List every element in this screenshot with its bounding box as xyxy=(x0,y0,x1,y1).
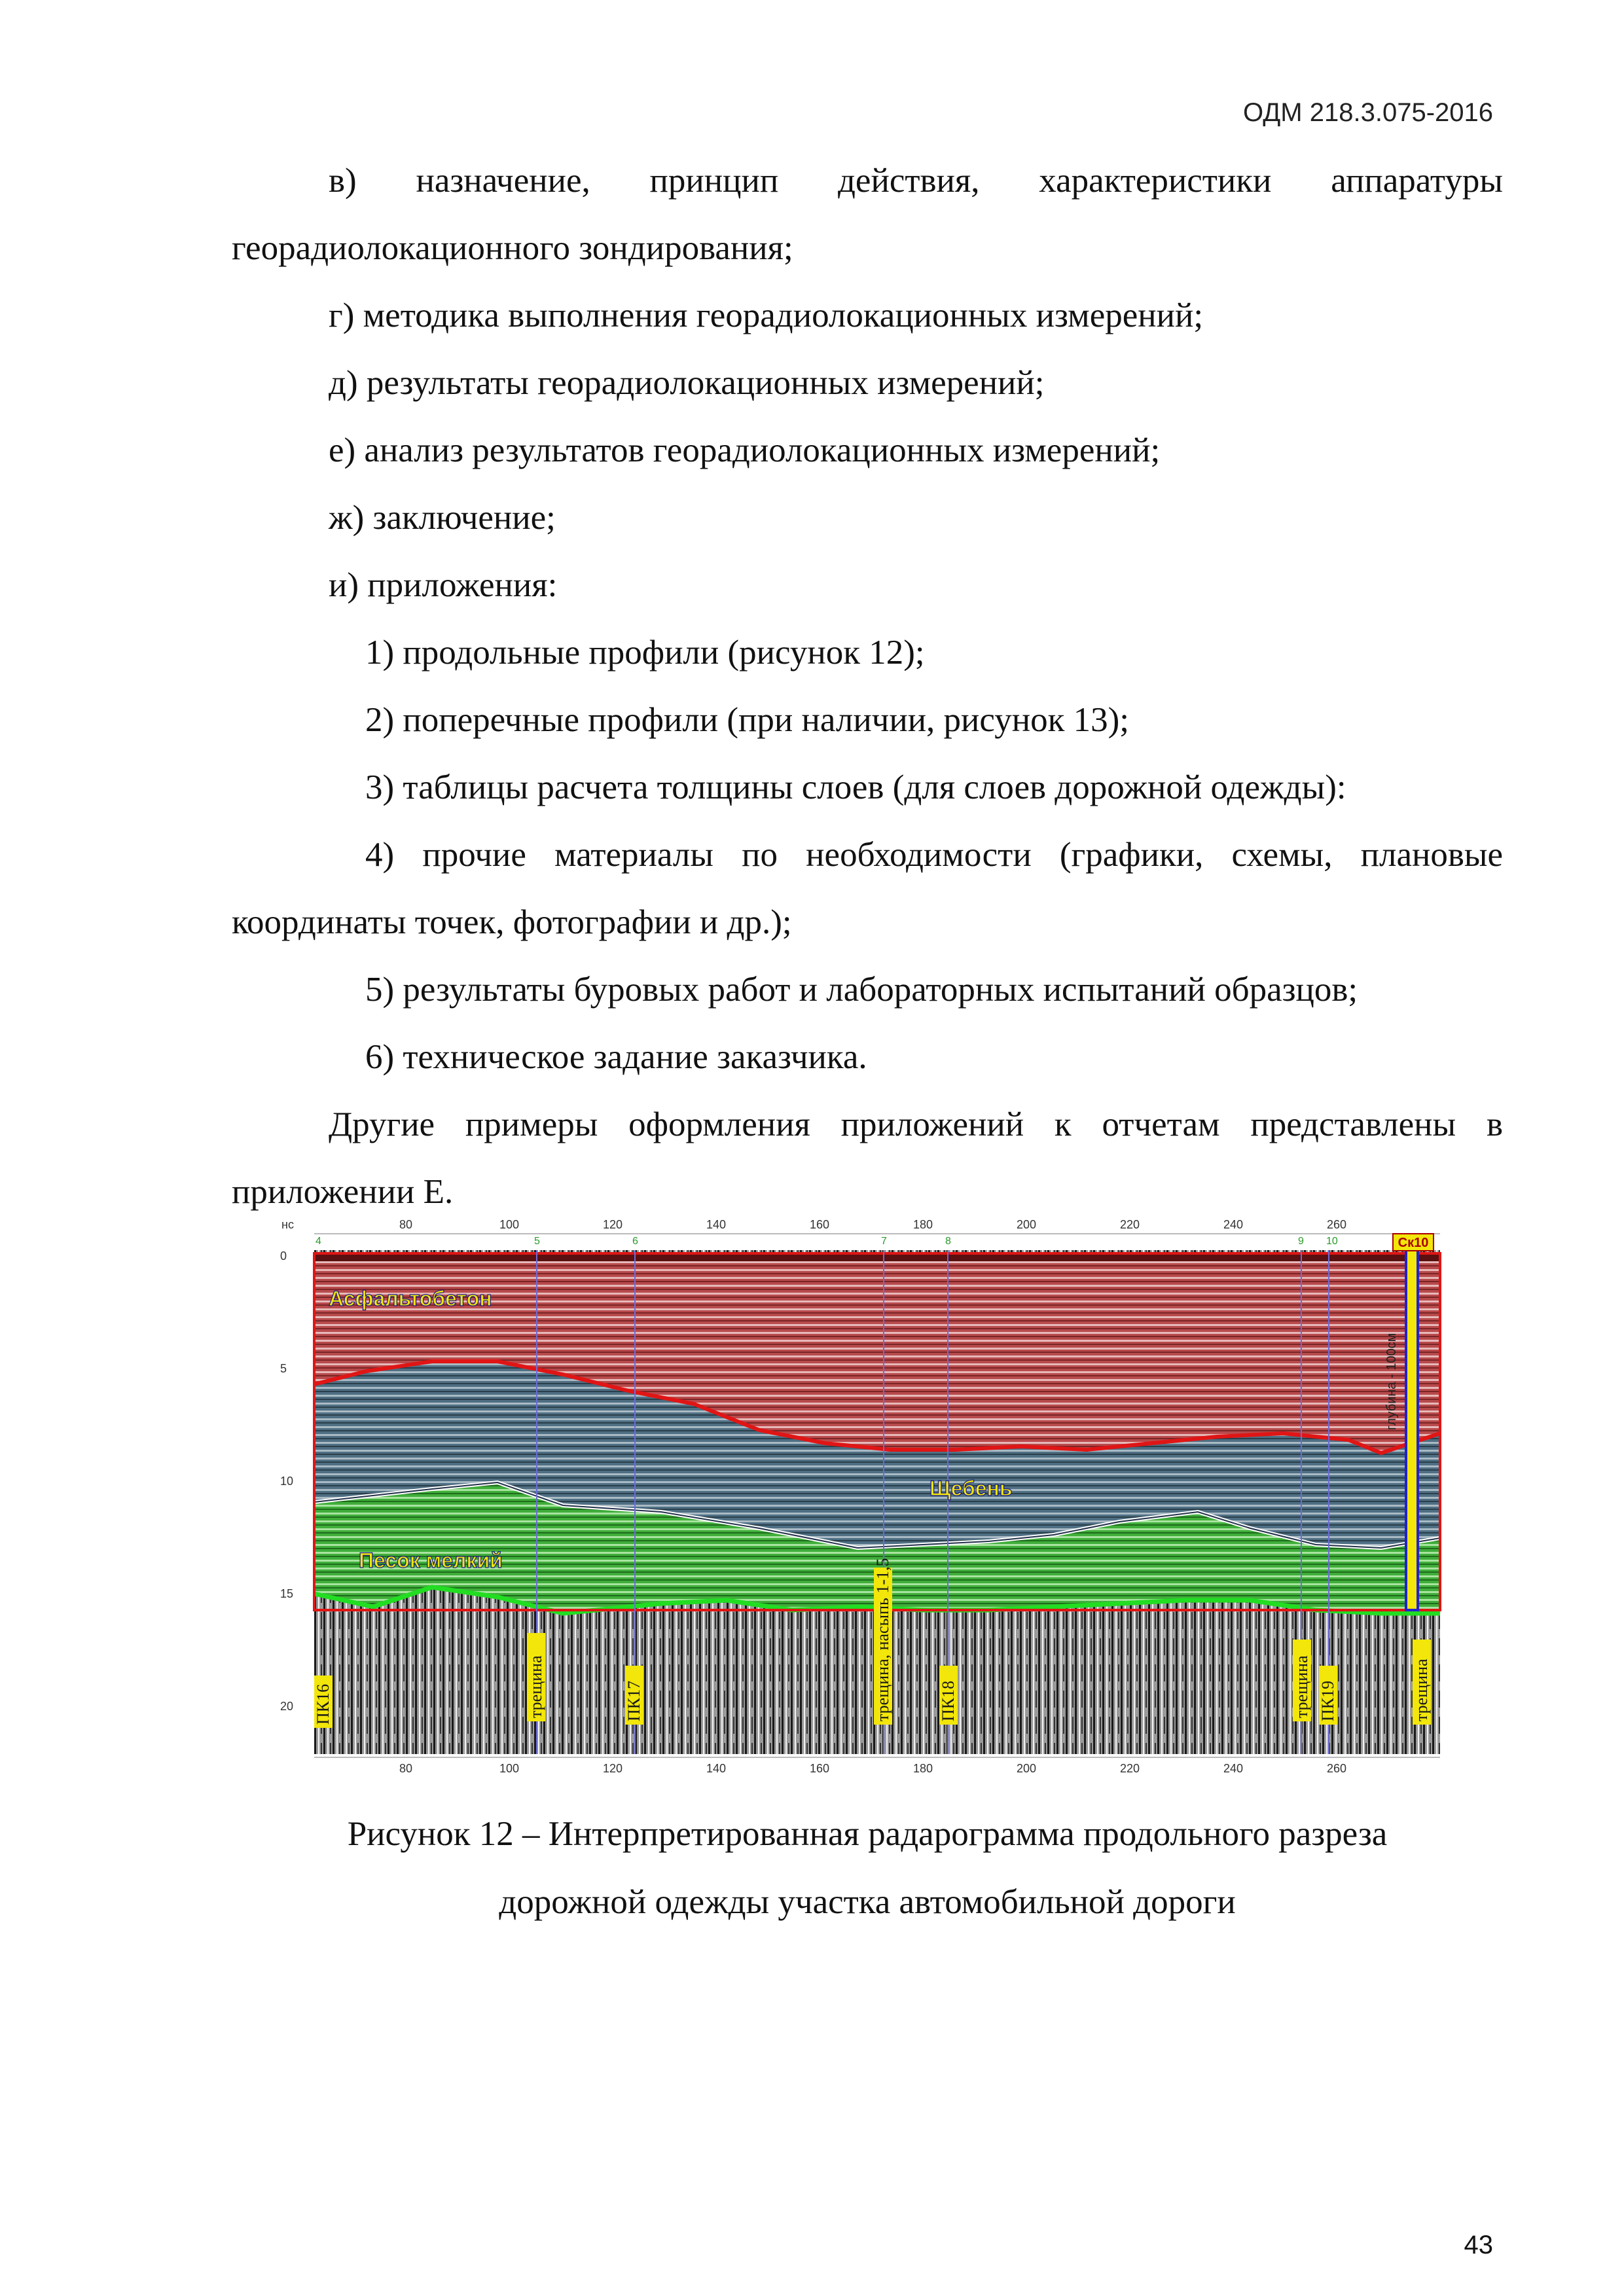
paragraph-zh: ж) заключение; xyxy=(329,499,556,537)
svg-text:ПК19: ПК19 xyxy=(1318,1680,1337,1721)
svg-text:160: 160 xyxy=(809,1762,830,1775)
svg-text:180: 180 xyxy=(912,1762,933,1775)
annotation-crack-1 xyxy=(526,1633,545,1721)
svg-text:5: 5 xyxy=(534,1236,540,1247)
annotation-pk18 xyxy=(939,1666,958,1725)
svg-text:140: 140 xyxy=(706,1218,727,1231)
x-axis-top xyxy=(281,1218,1440,1247)
svg-text:9: 9 xyxy=(1298,1236,1304,1247)
appendix-item-4: 4) прочие материалы по необходимости (графики, схемы, плановые координаты точек, фотографии и др.); xyxy=(232,836,1503,941)
svg-text:160: 160 xyxy=(809,1218,830,1231)
annotation-pk16 xyxy=(314,1676,333,1728)
well-label: Ск10 xyxy=(1398,1236,1429,1250)
svg-text:ПК16: ПК16 xyxy=(314,1683,333,1725)
body-text xyxy=(232,147,1503,1226)
svg-text:220: 220 xyxy=(1119,1218,1140,1231)
svg-text:трещина: трещина xyxy=(526,1655,545,1718)
svg-text:220: 220 xyxy=(1119,1762,1140,1775)
svg-text:ПК17: ПК17 xyxy=(624,1680,643,1721)
document-code: ОДМ 218.3.075-2016 xyxy=(1242,98,1493,127)
svg-text:0: 0 xyxy=(280,1249,287,1263)
svg-text:трещина: трещина xyxy=(1292,1655,1311,1718)
paragraph-d: д) результаты георадиолокационных измерений; xyxy=(329,364,1045,402)
svg-text:8: 8 xyxy=(945,1236,951,1247)
svg-text:200: 200 xyxy=(1016,1218,1037,1231)
layer-label-crushed-stone: Щебень xyxy=(929,1477,1013,1500)
svg-text:15: 15 xyxy=(280,1587,294,1600)
svg-text:260: 260 xyxy=(1326,1218,1347,1231)
svg-text:трещина: трещина xyxy=(1412,1659,1431,1721)
annotation-pk19 xyxy=(1318,1666,1337,1725)
annotation-crack-2 xyxy=(1292,1640,1311,1721)
paragraph-i: и) приложения: xyxy=(329,566,558,604)
svg-text:6: 6 xyxy=(632,1236,638,1247)
appendix-item-1: 1) продольные профили (рисунок 12); xyxy=(365,634,925,672)
annotation-pk17 xyxy=(624,1666,643,1725)
svg-text:10: 10 xyxy=(280,1475,294,1488)
svg-text:4: 4 xyxy=(316,1236,321,1247)
svg-text:200: 200 xyxy=(1016,1762,1037,1775)
svg-text:240: 240 xyxy=(1223,1218,1244,1231)
svg-text:20: 20 xyxy=(280,1700,294,1713)
appendix-item-5: 5) результаты буровых работ и лабораторных испытаний образцов; xyxy=(365,971,1358,1009)
layer-label-asphalt: Асфальтобетон xyxy=(329,1287,492,1310)
x-tick-labels-top xyxy=(399,1218,1346,1231)
well-column xyxy=(1406,1250,1418,1610)
annotation-crack-3 xyxy=(1412,1640,1431,1725)
svg-text:140: 140 xyxy=(706,1762,727,1775)
svg-text:7: 7 xyxy=(881,1236,887,1247)
svg-text:80: 80 xyxy=(399,1218,413,1231)
svg-text:100: 100 xyxy=(499,1218,520,1231)
layer-label-sand: Песок мелкий xyxy=(359,1549,503,1572)
svg-text:240: 240 xyxy=(1223,1762,1244,1775)
svg-text:ПК18: ПК18 xyxy=(939,1680,958,1721)
appendix-item-6: 6) техническое задание заказчика. xyxy=(365,1038,867,1076)
y-axis xyxy=(280,1249,293,1713)
annotation-crack-embankment xyxy=(873,1558,892,1725)
paragraph-v: в) назначение, принцип действия, характеристики аппаратуры георадиолокационного зондирования; xyxy=(232,162,1503,267)
svg-text:10: 10 xyxy=(1326,1236,1338,1247)
appendix-item-2: 2) поперечные профили (при наличии, рисунок 13); xyxy=(365,701,1129,739)
paragraph-e: е) анализ результатов георадиолокационных измерений; xyxy=(329,431,1161,469)
svg-text:трещина, насыпь 1-1,5: трещина, насыпь 1-1,5 xyxy=(873,1558,892,1721)
svg-text:5: 5 xyxy=(280,1362,287,1375)
axis-unit-label: нс xyxy=(281,1218,294,1231)
paragraph-g: г) методика выполнения георадиолокационных измерений; xyxy=(329,296,1204,334)
svg-text:80: 80 xyxy=(399,1762,413,1775)
page-number: 43 xyxy=(1464,2231,1493,2259)
svg-text:260: 260 xyxy=(1326,1762,1347,1775)
figure-caption xyxy=(232,1800,1503,1936)
radargram-image xyxy=(268,1214,1447,1777)
x-axis-bottom xyxy=(314,1757,1440,1775)
caption-line-2: дорожной одежды участка автомобильной дороги xyxy=(499,1883,1236,1921)
svg-text:180: 180 xyxy=(912,1218,933,1231)
appendix-item-3: 3) таблицы расчета толщины слоев (для слоев дорожной одежды): xyxy=(365,768,1346,806)
well-depth-label: глубина - 100см xyxy=(1384,1333,1399,1430)
radargram-figure xyxy=(268,1214,1447,1777)
svg-text:120: 120 xyxy=(602,1218,623,1231)
paragraph-other-examples: Другие примеры оформления приложений к отчетам представлены в приложении Е. xyxy=(232,1105,1503,1211)
marker-labels xyxy=(316,1236,1338,1247)
svg-text:120: 120 xyxy=(602,1762,623,1775)
caption-line-1: Рисунок 12 – Интерпретированная радарограмма продольного разреза xyxy=(347,1815,1388,1853)
svg-text:100: 100 xyxy=(499,1762,520,1775)
